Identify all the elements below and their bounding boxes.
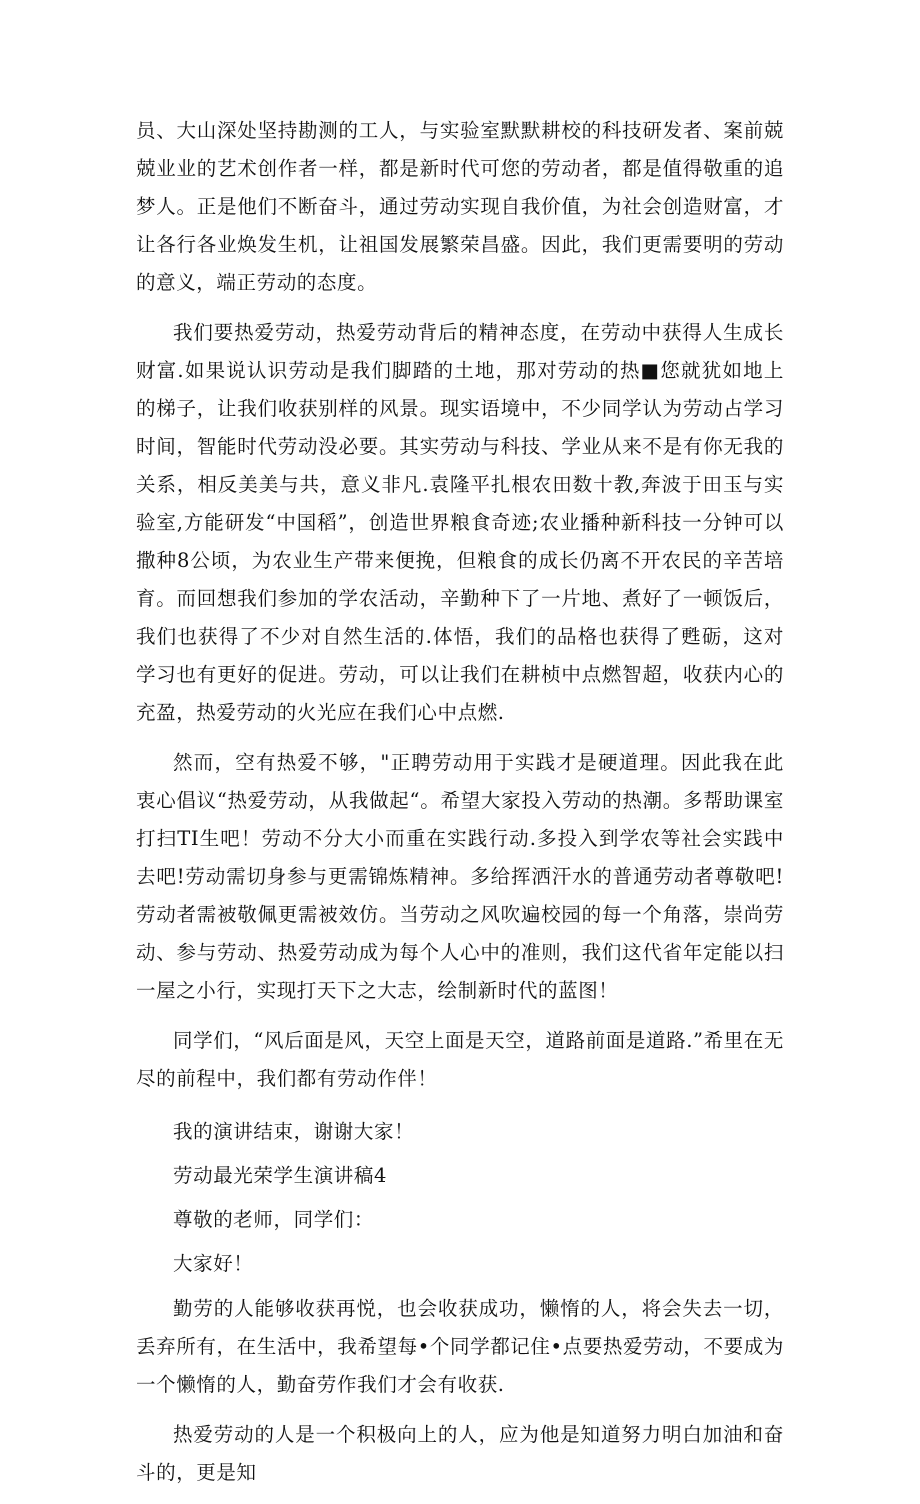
salutation-line: 尊敬的老师，同学们： [173, 1208, 375, 1231]
greeting-line: 大家好！ [173, 1252, 254, 1275]
paragraph-classmates: 同学们，“风后面是风，天空上面是天空，道路前面是道路.”希里在无尽的前程中，我们都有劳动作伴！ [136, 1029, 784, 1090]
paragraph-positive: 热爱劳动的人是一个积极向上的人，应为他是知道努力明白加油和奋斗的，更是知 [136, 1423, 784, 1484]
paragraph-continuation: 员、大山深处坚持勘测的工人，与实验室默默耕校的科技研发者、案前兢兢业业的艺术创作者一样，都是新时代可您的劳动者，都是值得敬重的追梦人。正是他们不断奋斗，通过劳动实现自我价值，为社会创造财富，才让各行各业焕发生机，让祖国发展繁荣昌盛。因此，我们更需要明的劳动的意义，端正劳动的态度。 [136, 119, 784, 294]
speech-title: 劳动最光荣学生演讲稿4 [173, 1164, 388, 1187]
closing-line: 我的演讲结束，谢谢大家！ [173, 1120, 415, 1143]
paragraph-practice: 然而，空有热爱不够，"正聘劳动用于实践才是硬道理。因此我在此衷心倡议“热爱劳动，从我做起“。希望大家投入劳动的热潮。多帮助课室打扫TI生吧！劳动不分大小而重在实践行动.多投入到学农等社会实践中去吧!劳动需切身参与更需锦炼精神。多给挥洒汗水的普通劳动者尊敬吧!劳动者需被敬佩更需被效仿。当劳动之风吹遍校园的每一个角落，崇尚劳动、参与劳动、热爱劳动成为每个人心中的准则，我们这代省年定能以扫一屋之小行，实现打天下之大志，绘制新时代的蓝图！ [136, 751, 784, 1002]
document-body [136, 112, 784, 1504]
paragraph-love-labor: 我们要热爱劳动，热爱劳动背后的精神态度，在劳动中获得人生成长财富.如果说认识劳动是我们脚踏的土地，那对劳动的热■您就犹如地上的梯子，让我们收获别样的风景。现实语境中，不少同学认为劳动占学习时间，智能时代劳动没必要。其实劳动与科技、学业从来不是有你无我的关系，相反美美与共，意义非凡.袁隆平扎根农田数十教,奔波于田玉与实验室,方能研发“中国稻”，创造世界粮食奇迹;农业播种新科技一分钟可以撒种8公顷，为农业生产带来便挽，但粮食的成长仍离不开农民的辛苦培育。而回想我们参加的学农活动，辛勤种下了一片地、煮好了一顿饭后，我们也获得了不少对自然生活的.体悟，我们的品格也获得了甦砺，这对学习也有更好的促进。劳动，可以让我们在耕桢中点燃智超，收获内心的充盈，热爱劳动的火光应在我们心中点燃. [136, 321, 784, 724]
paragraph-diligence: 勤劳的人能够收获再悦，也会收获成功，懒惰的人，将会失去一切，丢弃所有，在生活中，我希望每•个同学都记住•点要热爱劳动，不要成为一个懒惰的人，勤奋劳作我们才会有收获. [136, 1297, 784, 1396]
